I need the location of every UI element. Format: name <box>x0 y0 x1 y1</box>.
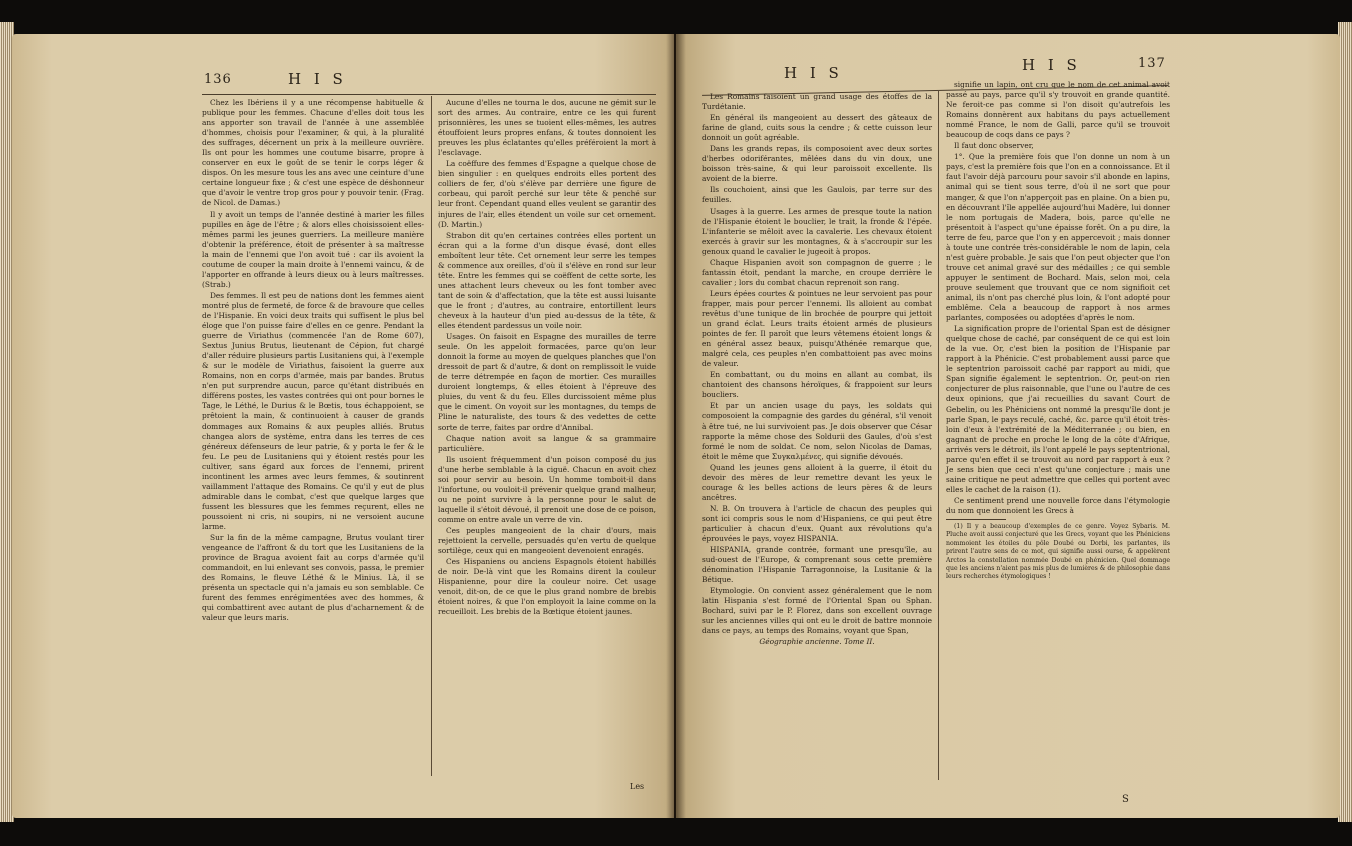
paragraph: Usages. On faisoit en Espagne des murailles de terre seule. On les appeloit formacées, parce qu'on leur donnoit la forme au moyen de quelques planches que l'on dressoit de part & d'autre, & dont on remplissoit le vuide de terre détrempée en façon de mortier. Ces murailles duroient longtemps, & elles étoient à l'épreuve des pluies, du vent & du feu. Elles durcissoient même plus que le ciment. On voyoit sur les montagnes, du temps de Pline le naturaliste, des tours & des vedettes de cette sorte de terre, faites par ordre d'Annibal. <box>438 332 656 432</box>
left-page <box>12 34 674 818</box>
paragraph: Usages à la guerre. Les armes de presque toute la nation de l'Hispanie étoient le bouclier, le trait, la fronde & l'épée. L'infanterie se mêloit avec la cavalerie. Les chevaux étoient exercés à gravir sur les montagnes, & à s'accroupir sur les genoux quand le cavalier le jugeoit à propos. <box>702 206 932 256</box>
paragraph: Ils couchoient, ainsi que les Gaulois, par terre sur des feuilles. <box>702 185 932 205</box>
paragraph: Strabon dit qu'en certaines contrées elles portent un écran qui a la forme d'un disque évasé, dont elles emboîtent leur tête. Cet ornement leur serre les tempes & commence aux oreilles, d'où il s'élève en rond sur leur tête. Entre les femmes qui se coëffent de cette sorte, les unes attachent leurs cheveux ou les font tomber avec tant de soin & d'affectation, que la tête est aussi luisante que le front ; d'autres, au contraire, entortillent leurs cheveux à la hauteur d'un pied au-dessus de la tête, & elles étendent pardessus un voile noir. <box>438 230 656 331</box>
right-column-1 <box>702 92 932 649</box>
right-column-2 <box>946 80 1170 583</box>
column-rule <box>938 90 939 780</box>
paragraph: Il y avoit un temps de l'année destiné à marier les filles pupilles en âge de l'être ; & alors elles choisissoient elles-mêmes parmi les jeunes guerriers. La meilleure manière d'obtenir la préférence, étoit de présenter à sa maîtresse la main de l'ennemi que l'on avoit tué : car ils avoient la coutume de couper la main droite à l'ennemi vaincu, & de l'apporter en offrande à leurs dieux ou à leurs maîtresses. (Strab.) <box>202 209 424 289</box>
running-head: H I S <box>784 64 843 82</box>
paragraph: Etymologie. On convient assez généralement que le nom latin Hispania s'est formé de l'Oriental Span ou Sphan. Bochard, suivi par le P. Florez, dans son excellent ouvrage sur les anciennes villes qui ont eu le droit de battre monnoie dans ce pays, au temps des Romains, voyant que Span, <box>702 586 932 636</box>
paragraph: Aucune d'elles ne tourna le dos, aucune ne gémit sur le sort des armes. Au contraire, entre ce les qui furent prisonnières, les unes se tuoient elles-mêmes, les autres étouffoient leurs propres enfans, & toutes donnoient les preuves les plus éclatantes qu'elles préféroient la mort à l'esclavage. <box>438 98 656 158</box>
page-number: 137 <box>1138 56 1166 71</box>
paragraph: N. B. On trouvera à l'article de chacun des peuples qui sont ici compris sous le nom d'Hispaniens, ce qui peut être particulier à chacun d'eux. Quant aux révolutions qu'a éprouvées le pays, voyez HISPANIA. <box>702 503 932 544</box>
signature-mark: S <box>1122 794 1129 805</box>
running-head-duplicate: H I S <box>1022 56 1081 74</box>
paragraph: Chaque Hispanien avoit son compagnon de guerre ; le fantassin étoit, pendant la marche, en croupe derrière le cavalier ; lors du combat chacun reprenoit son rang. <box>702 257 932 287</box>
page-number: 136 <box>204 72 232 87</box>
paragraph: Des femmes. Il est peu de nations dont les femmes aient montré plus de fermeté, de force & de bravoure que celles de l'Hispanie. En voici deux traits qui suffisent le plus bel éloge que l'on puisse faire d'elles en ce genre. Pendant la guerre de Viriathus (commencée l'an de Rome 607), Sextus Junius Brutus, lieutenant de Cépion, fut chargé d'aller réduire plusieurs partis Lusitaniens qui, à l'exemple & sur le modèle de Viriathus, faisoient la guerre aux Romains, non en corps d'armée, mais par bandes. Brutus n'en put surprendre aucun, parce qu'étant distribués en différens postes, les vastes contrées qui ont pour bornes le Tage, le Léthé, le Durius & le Bœtis, tous échappoient, se prêtoient la main, & continuoient à causer de grands dommages aux Romains & aux peuples alliés. Brutus changea alors de système, entra dans les terres de ces généreux défenseurs de leur patrie, & y porta le fer & le feu. Le peu de Lusitaniens qui y étoient restés pour les cultiver, sans égard aux forces de l'ennemi, prirent incontinent les armes avec leurs femmes, & soutinrent vaillamment l'attaque des Romains. Ce qu'il y eut de plus admirable dans le combat, c'est que quelque larges que fussent les blessures que les femmes reçurent, elles ne poussoient ni cris, ni soupirs, ni ne versoient aucune larme. <box>202 290 424 531</box>
paragraph: En général ils mangeoient au dessert des gâteaux de farine de gland, cuits sous la cendre ; & cette cuisson leur donnoit un goût agréable. <box>702 113 932 143</box>
paragraph: Il faut donc observer, <box>954 141 1034 151</box>
paragraph: Quand les jeunes gens alloient à la guerre, il étoit du devoir des mères de leur remettre devant les yeux le courage & les belles actions de leurs pères & de leurs ancêtres. <box>702 462 932 502</box>
footnote-rule <box>946 519 1006 520</box>
catchword: Les <box>630 782 645 791</box>
paragraph: Ces Hispaniens ou anciens Espagnols étoient habillés de noir. De-là vint que les Romains dirent la couleur Hispanienne, pour dire la couleur noire. Cet usage venoit, dit-on, de ce que le plus grand nombre de brebis étoient noires, & que l'on employoit la laine comme on la recueilloit. Les brebis de la Bœtique étoient jaunes. <box>438 557 656 617</box>
paragraph: Chez les Ibériens il y a une récompense habituelle & publique pour les femmes. Chacune d'elles doit tous les ans apporter son travail de l'année à une assemblée d'hommes, choisis pour l'examiner, & qui, à la pluralité des suffrages, décernent un prix à la meilleure ouvrière. Ils ont pour les hommes une coutume bisarre, propre à conserver en eux le goût de se tenir le corps léger & dispos. On les mesure tous les ans avec une ceinture d'une certaine longueur fixe ; & c'est une espèce de déshonneur que d'avoir le ventre trop gros pour y pouvoir tenir. (Frag. de Nicol. de Damas.) <box>202 98 424 208</box>
paragraph: Les Romains faisoient un grand usage des étoffes de la Turdétanie. <box>702 92 932 112</box>
paragraph: En combattant, ou du moins en allant au combat, ils chantoient des chansons héroïques, & frappoient sur leurs boucliers. <box>702 370 932 400</box>
paragraph: Ce sentiment prend une nouvelle force dans l'étymologie du nom que donnoient les Grecs à <box>946 495 1170 515</box>
paragraph: Chaque nation avoit sa langue & sa grammaire particulière. <box>438 433 656 453</box>
paragraph: Ces peuples mangeoient de la chair d'ours, mais rejettoient la cervelle, persuadés qu'en vertu de quelque sortilège, ceux qui en mangeoient devenoient enragés. <box>438 525 656 556</box>
paragraph: Et par un ancien usage du pays, les soldats qui composoient la compagnie des gardes du général, s'il venoit à être tué, ne lui survivoient pas. Je dois observer que César rapporte la même chose des Soldurii des Gaules, d'où s'est formé le nom de soldat. Ce nom, selon Nicolas de Damas, étoit le même que Συγκαλμένες, qui signifie dévoués. <box>702 401 932 461</box>
paragraph: Leurs épées courtes & pointues ne leur servoient pas pour frapper, mais pour percer l'ennemi. Ils alloient au combat revêtus d'une tunique de lin brochée de pourpre qui jettoit un grand éclat. Leurs traits étoient armés de plusieurs pointes de fer. Il paroît que leurs vêtemens étoient longs & en général assez beaux, puisqu'Athénée remarque que, malgré cela, ces peuples n'en combattoient pas avec moins de valeur. <box>702 288 932 369</box>
paragraph: Dans les grands repas, ils composoient avec deux sortes d'herbes odoriférantes, mêlées dans du vin doux, une boisson très-saine, & qui leur paroissoit excellente. Ils avoient de la bierre. <box>702 144 932 184</box>
footnote: (1) Il y a beaucoup d'exemples de ce genre. Voyez Sybaris. M. Pluche avoit aussi conjecturé que les Grecs, voyant que les Phéniciens nommoient les étoiles du pôle Doubé ou Dorbi, les parlantes, ils prirent l'autre sens de ce mot, qui signifie aussi ourse, & appelèrent Arctos la constellation nommée Doubé en phénicien. Quel dommage que les anciens n'aient pas mis plus de lumières & de philosophie dans leurs recherches étymologiques ! <box>946 523 1170 581</box>
paragraph: 1°. Que la première fois que l'on donne un nom à un pays, c'est la première fois que l'on en a connoissance. Et il faut l'avoir déjà parcouru pour savoir s'il abonde en lapins, animal qui se tient sous terre, d'où il ne sort que pour manger, & que l'on n'apperçoit pas en plaine. On a bien pu, en découvrant l'île appellée aujourd'hui Madère, lui donner le nom portugais de Madera, bois, parce qu'elle ne présentoit à l'aspect qu'une épaisse forêt. On a pu dire, la terre de feu, parce que l'on y en appercevoit ; mais donner à toute une contrée très-considérable le nom de lapin, cela n'est guère probable. Je sais que l'on peut objecter que l'on trouve cet animal gravé sur des médailles ; ce qui semble appuyer le sentiment de Bochard. Mais, selon moi, cela prouve seulement que trouvant que ce nom signifioit cet animal, ils n'ont pas cherché plus loin, & l'ont adopté pour emblême. Cela a beaucoup de rapport à nos armes parlantes, composées ou adoptées d'après le nom. <box>946 152 1170 323</box>
column-rule <box>431 96 432 776</box>
paragraph: La signification propre de l'oriental Span est de désigner quelque chose de caché, par conséquent de ce qui est loin de la vue. Or, c'est bien la position de l'Hispanie par rapport à la Phénicie. C'est probablement aussi parce que le septentrion paroissoit caché par rapport au midi, que Span signifie également le septentrion. Or, peut-on rien conjecturer de plus raisonnable, que l'une ou l'autre de ces deux opinions, que j'ai recueillies du savant Court de Gebelin, ou les Phéniciens ont nommé la presqu'île dont je parle Span, le pays reculé, caché, &c. parce qu'il étoit très-loin d'eux à l'extrémité de la Méditerranée ; ou bien, en gagnant de proche en proche le long de la côte d'Afrique, arrivés vers le détroit, ils l'ont appelé le pays septentrional, parce qu'en effet il se trouvoit au nord par rapport à eux ? Je sens bien que ceci n'est qu'une conjecture ; mais une saine critique ne peut admettre que celles qui portent avec elles le cachet de la raison (1). <box>946 324 1170 494</box>
page-edges-right <box>1338 22 1352 822</box>
paragraph: signifie un lapin, ont cru que le nom de cet animal avoit passé au pays, parce qu'il s'y trouvoit en grande quantité. Ne feroit-ce pas comme si l'on disoit qu'autrefois les Romains donnèrent aux habitans du pays actuellement nommé France, le nom de Galli, parce qu'il se trouvoit beaucoup de coqs dans ce pays ? <box>946 80 1170 140</box>
running-head: H I S <box>288 70 347 88</box>
book-gutter <box>666 34 686 818</box>
header-rule <box>202 94 656 95</box>
left-column-2 <box>438 98 656 618</box>
left-column-1 <box>202 98 424 624</box>
paragraph: Ils usoient fréquemment d'un poison composé du jus d'une herbe semblable à la ciguë. Chacun en avoit chez soi pour servir au besoin. Un homme tomboit-il dans l'infortune, ou vouloit-il prévenir quelque grand malheur, ou ne point survivre à la personne pour le salut de laquelle il s'étoit dévoué, il prenoit une dose de ce poison, comme on entre avale un verre de vin. <box>438 454 656 524</box>
paragraph: HISPANIA, grande contrée, formant une presqu'île, au sud-ouest de l'Europe, & comprenant sous cette première dénomination l'Hispanie Tarragonnoise, la Lusitanie & la Bétique. <box>702 545 932 585</box>
paragraph: Sur la fin de la même campagne, Brutus voulant tirer vengeance de l'affront & du tort que les Lusitaniens de la province de Bragua avoient fait au corps d'armée qu'il commandoit, en lui enlevant ses convois, passa, le premier des Romains, le fleuve Léthé & le Minius. Là, il se présenta un spectacle qui n'a jamais eu son semblable. Ce furent des femmes enrégimentées avec des hommes, & qui combattirent avec autant de plus d'acharnement & de valeur que leurs maris. <box>202 533 424 623</box>
right-page <box>676 34 1340 818</box>
paragraph: La coëffure des femmes d'Espagne a quelque chose de bien singulier : en quelques endroits elles portent des colliers de fer, d'où s'élève par derrière une figure de corbeau, qui paroît perché sur leur tête & penché sur leur front. Cependant quand elles veulent se garantir des injures de l'air, elles étendent un voile sur cet ornement. (D. Martin.) <box>438 159 656 229</box>
page-footer: Géographie ancienne. Tome II. <box>759 637 875 647</box>
